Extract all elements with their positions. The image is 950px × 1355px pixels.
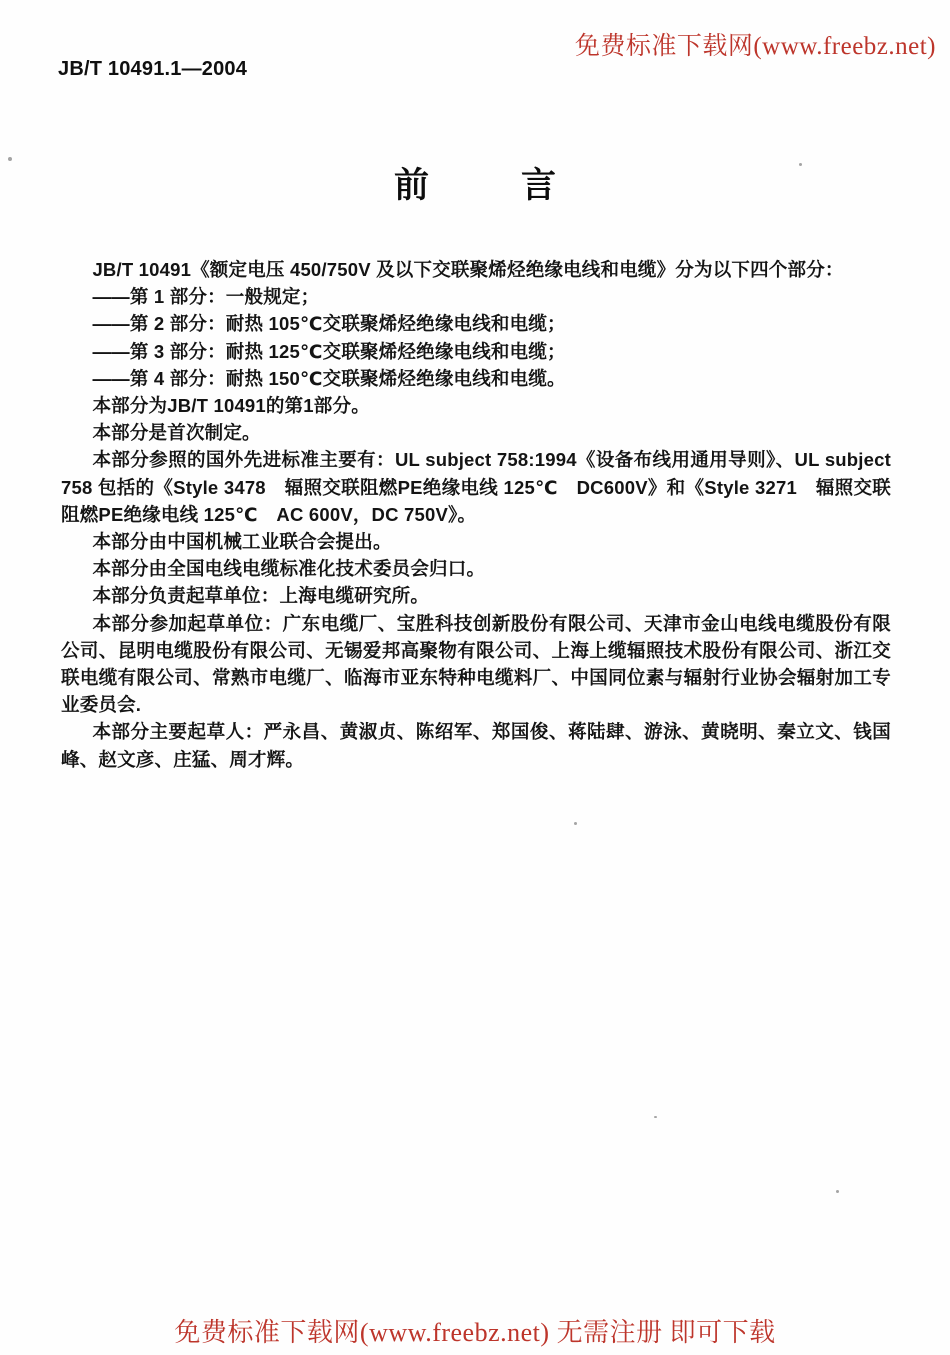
foreword-part-1: ——第 1 部分：一般规定； — [92, 286, 320, 308]
foreword-paragraph-responsible-unit: 本部分负责起草单位：上海电缆研究所。 — [92, 585, 430, 607]
scan-speck — [654, 1116, 657, 1118]
scan-speck — [574, 822, 577, 825]
bottom-watermark-text: 免费标准下载网(www.freebz.net) 无需注册 即可下载 — [174, 1318, 776, 1347]
scan-speck — [799, 163, 802, 166]
foreword-paragraph-first-edition: 本部分是首次制定。 — [92, 422, 261, 444]
foreword-part-3: ——第 3 部分：耐热 125℃交联聚烯烃绝缘电线和电缆； — [92, 340, 566, 362]
foreword-paragraph-part-of: 本部分为JB/T 10491的第1部分。 — [92, 395, 370, 417]
scan-speck — [836, 1190, 839, 1193]
page-title — [0, 158, 950, 208]
foreword-paragraph-centralized-by: 本部分由全国电线电缆标准化技术委员会归口。 — [92, 558, 486, 580]
foreword-body — [61, 256, 891, 773]
foreword-paragraph-drafters: 本部分主要起草人：严永昌、黄淑贞、陈绍军、郑国俊、蒋陆肆、游泳、黄晓明、秦立文、钱国峰、赵文彦、庄猛、周才辉。 — [61, 721, 891, 770]
foreword-part-4: ——第 4 部分：耐热 150℃交联聚烯烃绝缘电线和电缆。 — [92, 367, 566, 389]
foreword-paragraph-participating-units: 本部分参加起草单位：广东电缆厂、宝胜科技创新股份有限公司、天津市金山电线电缆股份有限公司、昆明电缆股份有限公司、无锡爱邦高聚物有限公司、上海上缆辐照技术股份有限公司、浙江交联电缆有限公司、常熟市电缆厂、临海市亚东特种电缆料厂、中国同位素与辐射行业协会辐射加工专业委员会. — [61, 612, 891, 716]
foreword-paragraph-referenced-standards: 本部分参照的国外先进标准主要有：UL subject 758:1994《设备布线用通用导则》、UL subject 758 包括的《Style 3478 辐照交联阻燃PE绝缘电线 125℃ DC600V》和《Style 3271 辐照交联阻燃PE绝缘电线 125℃ AC 600V，DC 750V》。 — [61, 449, 891, 525]
standard-number: JB/T 10491.1—2004 — [58, 58, 248, 80]
foreword-intro-paragraph: JB/T 10491《额定电压 450/750V 及以下交联聚烯烃绝缘电线和电缆》分为以下四个部分： — [92, 259, 844, 280]
scan-speck — [8, 157, 12, 161]
title-char-first: 前 — [393, 166, 429, 205]
foreword-part-2: ——第 2 部分：耐热 105℃交联聚烯烃绝缘电线和电缆； — [92, 313, 566, 335]
foreword-paragraph-proposed-by: 本部分由中国机械工业联合会提出。 — [92, 531, 392, 553]
title-char-second: 言 — [521, 166, 557, 205]
top-watermark-text: 免费标准下载网(www.freebz.net) — [574, 33, 936, 60]
